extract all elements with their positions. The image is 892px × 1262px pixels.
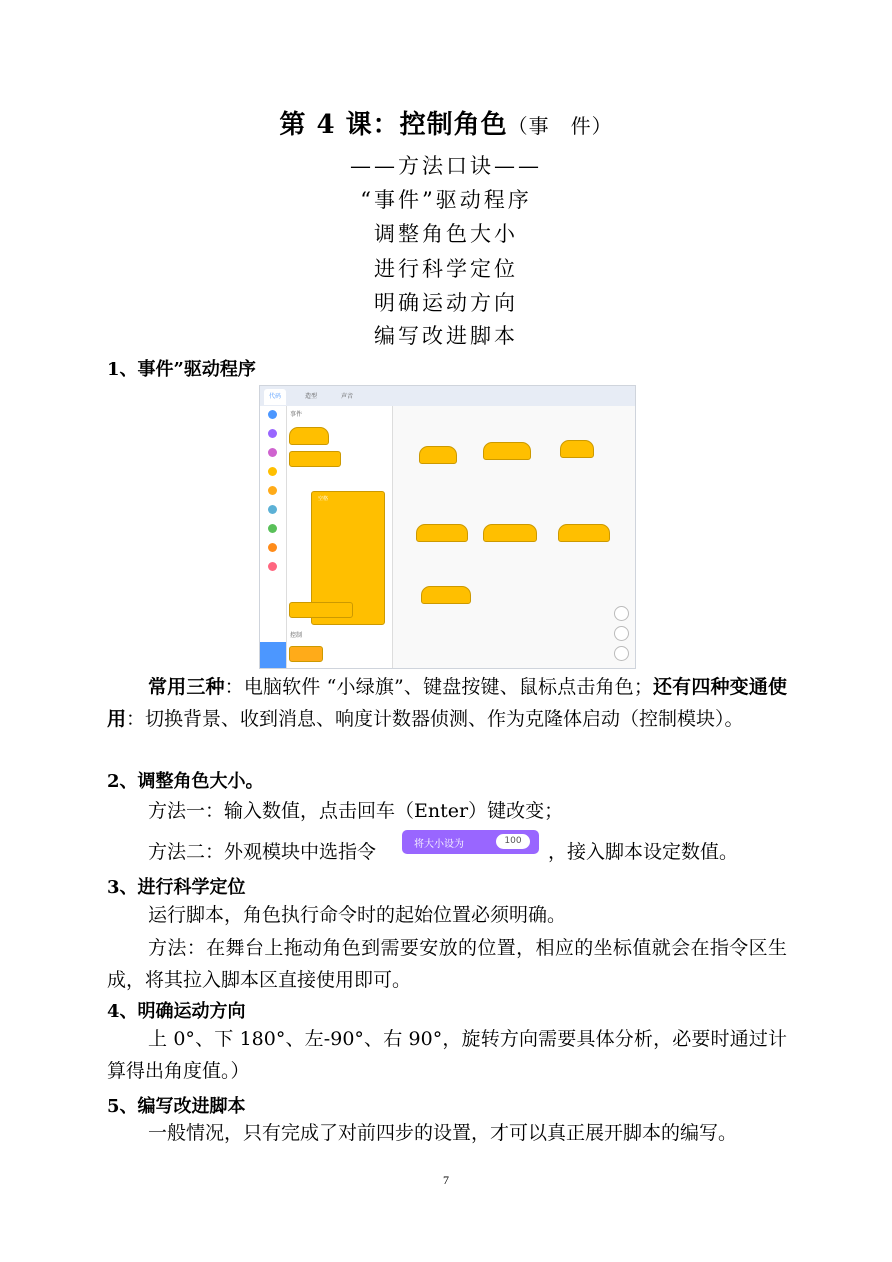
zoom-out-icon: [614, 626, 629, 641]
motto-line-5: 编写改进脚本: [374, 324, 518, 348]
category-bar: [260, 406, 287, 668]
s1-bold-2: 还有四种变通使用: [107, 676, 787, 730]
script-block: [483, 442, 531, 460]
section-heading-4: 4、明确运动方向: [107, 1001, 246, 1022]
lesson-title-main: 第 4 课：控制角色: [279, 110, 508, 140]
set-size-block-image: [402, 830, 539, 854]
editor-tabs: [260, 386, 635, 407]
palette-block: [289, 427, 329, 445]
s1-text-2: ：切换背景、收到消息、响度计数器侦测、作为克隆体启动（控制模块）。: [126, 708, 744, 730]
script-block: [483, 524, 537, 542]
tab-costumes: 造型: [305, 393, 318, 400]
set-size-block-value: 100: [496, 834, 530, 849]
section-heading-3: 3、进行科学定位: [107, 877, 246, 898]
palette-block: [289, 646, 323, 662]
s1-text-1: ：电脑软件 “小绿旗”、键盘按键、鼠标点击角色；: [224, 676, 653, 698]
s1-bold-1: 常用三种: [148, 676, 225, 698]
page-number: 7: [443, 1173, 449, 1187]
script-block: [558, 524, 610, 542]
category-myblocks-dot: [268, 562, 277, 571]
category-motion-dot: [268, 410, 277, 419]
script-block: [419, 446, 457, 464]
dropdown-first-item: 空格: [318, 496, 329, 502]
palette-block: [289, 451, 341, 467]
lesson-title: [0, 104, 892, 141]
palette-block: [289, 602, 353, 618]
category-looks-dot: [268, 429, 277, 438]
tab-sounds: 声音: [341, 393, 354, 400]
section-2-method-1: 方法一：输入数值，点击回车（Enter）键改变；: [148, 800, 564, 822]
script-block: [416, 524, 468, 542]
category-operators-dot: [268, 524, 277, 533]
category-sensing-dot: [268, 505, 277, 514]
scratch-editor-screenshot: [259, 385, 636, 669]
block-palette: [287, 406, 393, 668]
set-size-block-text: 将大小设为: [414, 839, 464, 850]
palette-heading-control: 控制: [290, 632, 303, 639]
section-heading-2: 2、调整角色大小。: [107, 771, 264, 792]
motto-line-3: 进行科学定位: [374, 257, 518, 281]
section-2-method-2-b: ，接入脚本设定数值。: [548, 841, 739, 863]
category-variables-dot: [268, 543, 277, 552]
section-5-para-1: 一般情况，只有完成了对前四步的设置，才可以真正展开脚本的编写。: [148, 1122, 738, 1144]
script-block: [560, 440, 594, 458]
section-heading-1: 1、事件”驱动程序: [107, 359, 256, 380]
category-sound-dot: [268, 448, 277, 457]
section-4-para-1: 上 0°、下 180°、左-90°、右 90°，旋转方向需要具体分析，必要时通过计算得出角度值。）: [107, 1028, 787, 1082]
category-events-dot: [268, 467, 277, 476]
section-1-text: [107, 671, 787, 735]
section-3-para-2: 方法：在舞台上拖动角色到需要安放的位置，相应的坐标值就会在指令区生成，将其拉入脚本区直接使用即可。: [107, 937, 787, 991]
motto-line-4: 明确运动方向: [374, 291, 518, 315]
section-heading-5: 5、编写改进脚本: [107, 1096, 246, 1117]
tab-code: 代码: [264, 389, 286, 405]
script-area: [393, 406, 635, 668]
palette-heading-events: 事件: [290, 411, 303, 418]
motto-line-1: “事件”驱动程序: [360, 188, 532, 212]
motto-line-2: 调整角色大小: [374, 222, 518, 246]
motto-line-0: ——方法口诀——: [350, 154, 542, 178]
section-2-method-2-a: 方法二：外观模块中选指令: [148, 841, 377, 863]
zoom-in-icon: [614, 606, 629, 621]
category-control-dot: [268, 486, 277, 495]
lesson-title-sub: （事 件）: [507, 114, 613, 138]
script-block: [421, 586, 471, 604]
section-3-para-1: 运行脚本，角色执行命令时的起始位置必须明确。: [148, 904, 567, 926]
zoom-reset-icon: [614, 646, 629, 661]
add-extension-button: [260, 642, 286, 668]
